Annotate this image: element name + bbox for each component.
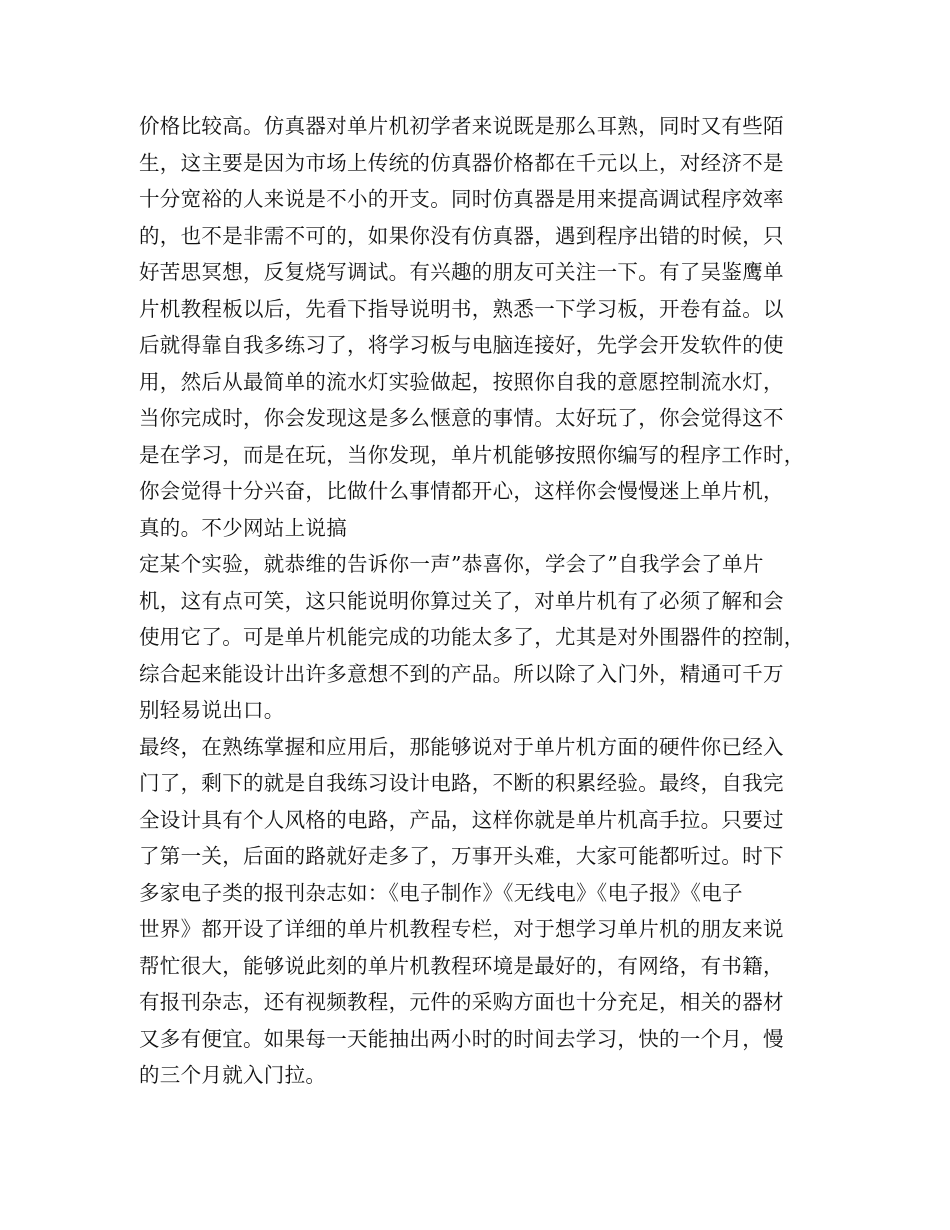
text-line: 世界》都开设了详细的单片机教程专栏，对于想学习单片机的朋友来说 (139, 917, 784, 941)
text-line: 片机教程板以后，先看下指导说明书，熟悉一下学习板，开卷有益。以 (139, 296, 784, 321)
text-line: 使用它了。可是单片机能完成的功能太多了，尤其是对外围器件的控制， (139, 625, 805, 649)
text-line: 用，然后从最简单的流水灯实验做起，按照你自我的意愿控制流水灯， (139, 369, 784, 394)
text-line: 有报刊杂志，还有视频教程，元件的采购方面也十分充足，相关的器材 (139, 990, 784, 1014)
text-line: 又多有便宜。如果每一天能抽出两小时的时间去学习，快的一个月，慢 (139, 1026, 784, 1051)
text-line: 好苦思冥想，反复烧写调试。有兴趣的朋友可关注一下。有了吴鉴鹰单 (139, 260, 784, 284)
text-line: 帮忙很大，能够说此刻的单片机教程环境是最好的，有网络，有书籍， (139, 953, 784, 978)
text-line: 你会觉得十分兴奋，比做什么事情都开心，这样你会慢慢迷上单片机， (139, 479, 784, 503)
text-line: 后就得靠自我多练习了，将学习板与电脑连接好，先学会开发软件的使 (139, 333, 784, 357)
text-line: 机，这有点可笑，这只能说明你算过关了，对单片机有了必须了解和会 (139, 588, 784, 613)
text-line: 多家电子类的报刊杂志如：《电子制作》《无线电》《电子报》《电子 (139, 880, 743, 905)
text-line: 最终，在熟练掌握和应用后，那能够说对于单片机方面的硬件你已经入 (139, 734, 784, 759)
text-line: 当你完成时，你会发现这是多么惬意的事情。太好玩了，你会觉得这不 (139, 406, 784, 430)
text-line: 综合起来能设计出许多意想不到的产品。所以除了入门外，精通可千万 (139, 661, 784, 686)
text-line: 生，这主要是因为市场上传统的仿真器价格都在千元以上，对经济不是 (139, 150, 784, 175)
text-line: 定某个实验，就恭维的告诉你一声”恭喜你，学会了”自我学会了单片 (139, 552, 764, 576)
paragraph-1 (139, 108, 819, 546)
text-line: 了第一关，后面的路就好走多了，万事开头难，大家可能都听过。时下 (139, 844, 784, 868)
text-line: 十分宽裕的人来说是不小的开支。同时仿真器是用来提高调试程序效率 (139, 187, 784, 211)
paragraph-3 (139, 729, 819, 1094)
text-line: 别轻易说出口。 (139, 698, 285, 722)
text-line: 价格比较高。仿真器对单片机初学者来说既是那么耳熟，同时又有些陌 (139, 114, 784, 138)
text-line: 的三个月就入门拉。 (139, 1063, 327, 1087)
text-line: 是在学习，而是在玩，当你发现，单片机能够按照你编写的程序工作时， (139, 442, 805, 467)
text-line: 真的。不少网站上说搞 (139, 515, 347, 540)
document-body (139, 108, 819, 1094)
paragraph-2 (139, 546, 819, 729)
text-line: 的，也不是非需不可的，如果你没有仿真器，遇到程序出错的时候，只 (139, 223, 784, 248)
text-line: 全设计具有个人风格的电路，产品，这样你就是单片机高手拉。只要过 (139, 807, 784, 832)
text-line: 门了，剩下的就是自我练习设计电路，不断的积累经验。最终，自我完 (139, 771, 784, 795)
